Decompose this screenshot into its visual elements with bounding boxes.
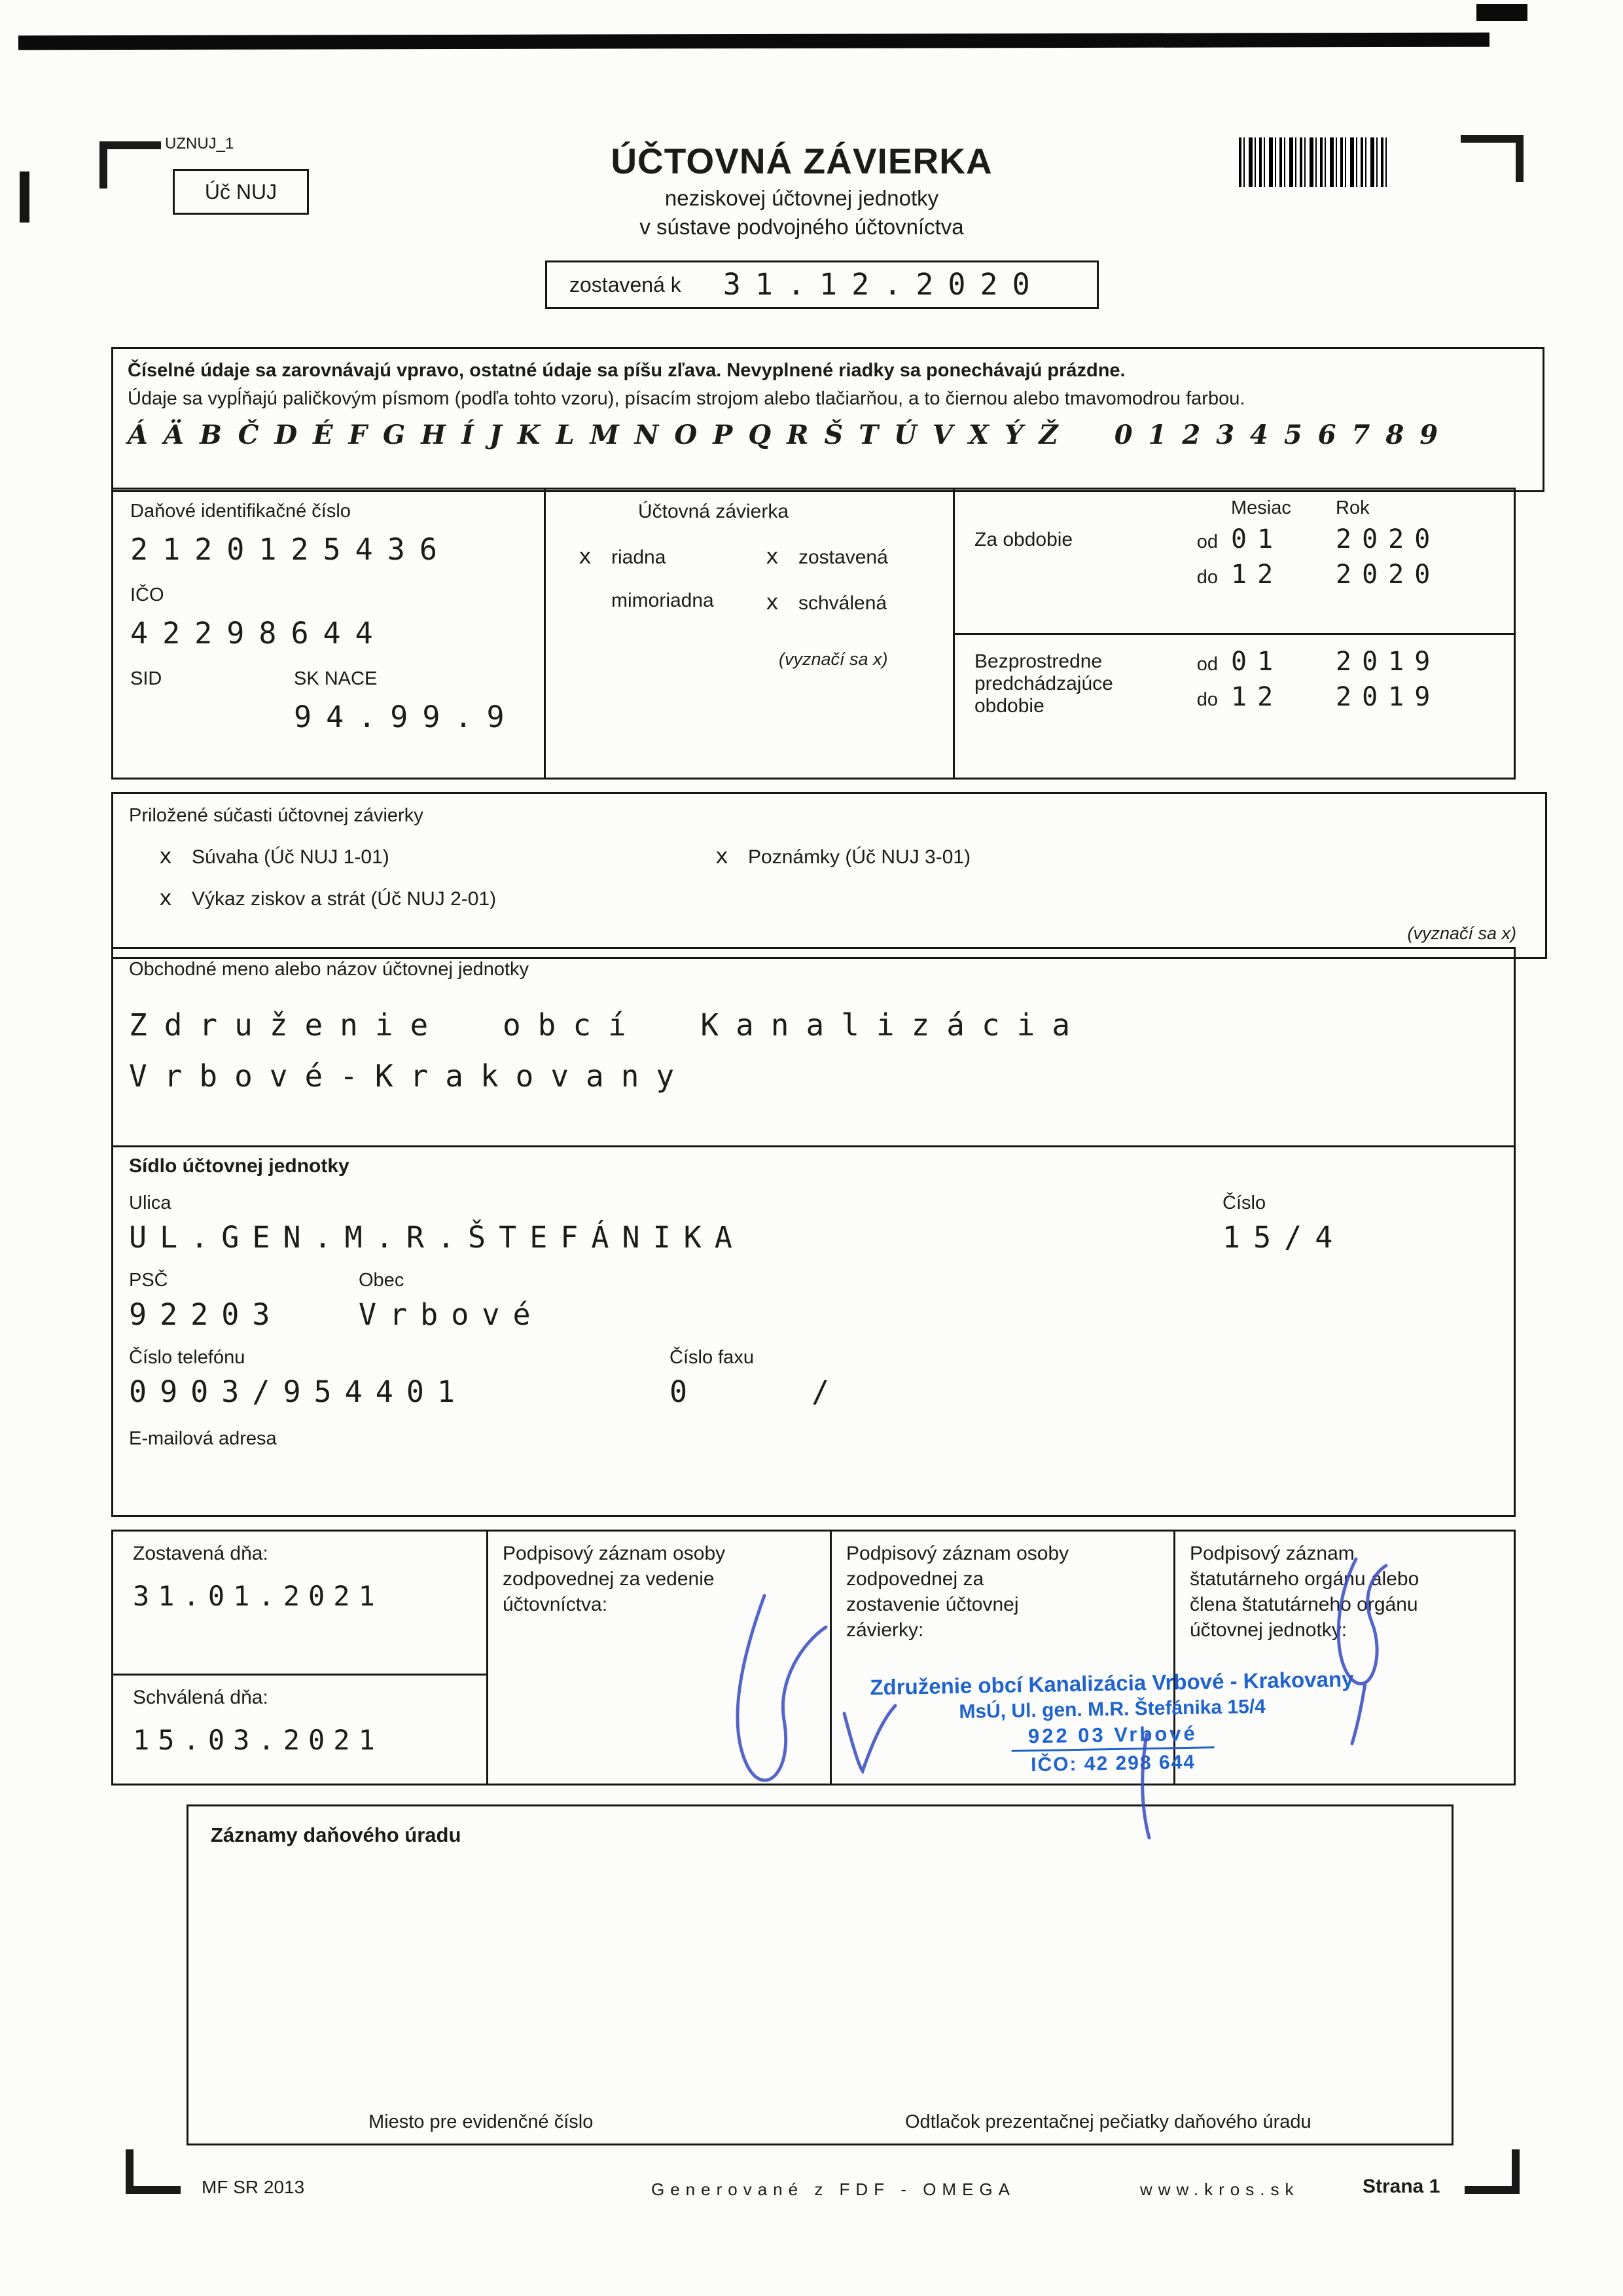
- sample-digits: 0123456789: [1114, 419, 1454, 450]
- option-zostavena: [766, 543, 953, 569]
- statutory-signature-label: Podpisový záznam štatutárneho orgánu alebo člena štatutárneho orgánu účtovnej jednotky:: [1190, 1543, 1419, 1641]
- approved-on-label: Schválená dňa:: [133, 1687, 268, 1708]
- sk-nace-label: SK NACE: [294, 668, 378, 689]
- company-stamp: [850, 1666, 1376, 1780]
- zostavena-label: zostavená: [798, 547, 888, 568]
- street-number-block: [1222, 1192, 1346, 1255]
- previous-from-month: 01: [1231, 646, 1284, 677]
- current-to-month: 12: [1231, 560, 1284, 590]
- entity-name-block: [113, 949, 1514, 1147]
- stamp-line-4: IČO: 42 298 644: [1030, 1751, 1196, 1776]
- current-period-from: [1185, 524, 1499, 554]
- stamp-line-1: Združenie obcí Kanalizácia Vrbové - Krakovany: [870, 1666, 1354, 1700]
- previous-period-from: [1185, 647, 1499, 677]
- phone-label: Číslo telefónu: [129, 1346, 245, 1368]
- riadna-checkbox-mark: x: [579, 543, 592, 569]
- option-mimoriadna: [579, 589, 766, 615]
- option-schvalena: [766, 589, 953, 615]
- instructions-line-2: Údaje sa vypĺňajú paličkovým písmom (podľa tohto vzoru), písacím strojom alebo tlačiarňou, a to čiernou alebo tmavomodrou farbou.: [128, 387, 1245, 409]
- option-riadna: [579, 543, 766, 569]
- month-label: Mesiac: [1231, 497, 1291, 518]
- attachments-section: [111, 792, 1547, 959]
- attachment-item-poznamky: [715, 843, 971, 869]
- street-label: Ulica: [129, 1193, 171, 1213]
- vykaz-label: Výkaz ziskov a strát (Úč NUJ 2-01): [192, 888, 497, 910]
- sample-letters: ÁÄBČDÉFGHÍJKLMNOPQRŠTÚVXÝŽ: [128, 419, 1074, 450]
- poznamky-label: Poznámky (Úč NUJ 3-01): [748, 846, 971, 868]
- scan-artifact-left-edge: [20, 171, 29, 223]
- approved-on-cell: [113, 1676, 486, 1767]
- compiled-date-value: 31.12.2020: [722, 267, 1044, 302]
- evidence-number-label: Miesto pre evidenčné číslo: [368, 2111, 594, 2132]
- footer-generator: Generované z FDF - OMEGA: [651, 2179, 1016, 2199]
- footer-page-number: Strana 1: [1363, 2176, 1440, 2197]
- dates-column: [113, 1532, 486, 1784]
- ico-value: 42298644: [130, 615, 387, 651]
- compiled-date-box: [545, 260, 1099, 309]
- zip-value: 92203: [129, 1297, 283, 1332]
- from-label: od: [1196, 653, 1218, 675]
- form-title-block: [527, 140, 1077, 240]
- city-label: Obec: [359, 1269, 404, 1291]
- compiled-on-value: 31.01.2021: [133, 1580, 383, 1612]
- suvaha-checkbox-mark: x: [159, 842, 172, 869]
- closing-type-header: Účtovná závierka: [637, 501, 789, 522]
- schvalena-checkbox-mark: x: [766, 589, 779, 615]
- tax-stamp-label: Odtlačok prezentačnej pečiatky daňového úradu: [905, 2111, 1311, 2132]
- corner-mark-bottom-left: [126, 2149, 181, 2194]
- mark-with-x-note: (vyznačí sa x): [1407, 924, 1516, 943]
- phone-fax-row: [129, 1346, 1498, 1409]
- current-to-year: 2020: [1336, 560, 1441, 590]
- tax-office-section: [187, 1804, 1454, 2145]
- sid-label: SID: [130, 668, 162, 689]
- previous-to-month: 12: [1231, 681, 1284, 712]
- previous-period-row: [955, 635, 1514, 778]
- street-row: [129, 1192, 1498, 1255]
- to-label: do: [1196, 567, 1218, 588]
- street-number-value: 15/4: [1222, 1219, 1346, 1255]
- bookkeeping-signature-cell: [486, 1532, 830, 1784]
- email-row: [129, 1427, 1498, 1450]
- city-value: Vrbové: [359, 1297, 544, 1332]
- to-label: do: [1196, 689, 1218, 710]
- fax-value: 0: [669, 1374, 701, 1409]
- compiled-on-label: Zostavená dňa:: [133, 1543, 268, 1564]
- fax-label: Číslo faxu: [669, 1346, 754, 1368]
- current-period-row: [955, 490, 1514, 635]
- schvalena-label: schválená: [798, 592, 887, 614]
- email-label: E-mailová adresa: [129, 1427, 277, 1449]
- ico-label: IČO: [130, 584, 164, 605]
- period-column: [953, 490, 1514, 778]
- zip-city-row: [129, 1269, 1498, 1332]
- phone-value: 0903/954401: [129, 1374, 469, 1409]
- scan-artifact-top-bar: [18, 33, 1489, 50]
- suvaha-label: Súvaha (Úč NUJ 1-01): [192, 846, 389, 868]
- mark-with-x-note: (vyznačí sa x): [779, 649, 888, 669]
- month-year-header: [1231, 497, 1499, 519]
- form-subtitle-2: v sústave podvojného účtovníctva: [639, 215, 964, 239]
- footer-website: www.kros.sk: [1140, 2179, 1300, 2199]
- sample-characters-row: [128, 420, 1528, 450]
- preparation-signature-label: Podpisový záznam osoby zodpovednej za zostavenie účtovnej závierky:: [846, 1543, 1069, 1641]
- zip-label: PSČ: [129, 1269, 168, 1291]
- identification-section: [111, 488, 1516, 780]
- form-type-label: Úč NUJ: [204, 179, 277, 204]
- compiled-date-label: zostavená k: [569, 272, 681, 296]
- from-label: od: [1196, 531, 1218, 552]
- dic-label: Daňové identifikačné číslo: [130, 501, 351, 522]
- instructions-box: [111, 347, 1544, 492]
- previous-period-label: Bezprostredne predchádzajúce obdobie: [974, 650, 1113, 717]
- attachment-item-suvaha: [159, 843, 685, 869]
- current-period-to: [1185, 560, 1499, 590]
- street-number-label: Číslo: [1222, 1193, 1266, 1213]
- current-from-month: 01: [1231, 524, 1284, 554]
- entity-name-label: Obchodné meno alebo názov účtovnej jednotky: [129, 959, 529, 980]
- previous-to-year: 2019: [1336, 681, 1441, 712]
- corner-mark-top-right: [1461, 135, 1524, 182]
- zostavena-checkbox-mark: x: [766, 543, 779, 569]
- stamp-line-3: 922 03 Vrbové: [1011, 1721, 1215, 1751]
- poznamky-checkbox-mark: x: [715, 842, 728, 869]
- year-label: Rok: [1336, 497, 1370, 518]
- current-from-year: 2020: [1336, 524, 1441, 554]
- previous-from-year: 2019: [1336, 646, 1441, 677]
- stamp-line-2: MsÚ, Ul. gen. M.R. Štefánika 15/4: [959, 1695, 1266, 1723]
- entity-name-line-1: Združenie obcí Kanalizácia: [129, 1007, 1088, 1043]
- entity-name-line-2: Vrbové-Krakovany: [129, 1058, 692, 1094]
- street-value: UL.GEN.M.R.ŠTEFÁNIKA: [129, 1219, 745, 1255]
- instructions-line-1: Číselné údaje sa zarovnávajú vpravo, ostatné údaje sa píšu zľava. Nevyplnené riadky sa ponechávajú prázdne.: [128, 360, 1126, 381]
- address-header: Sídlo účtovnej jednotky: [129, 1155, 349, 1177]
- form-code-label: UZNUJ_1: [165, 135, 234, 152]
- dic-value: 2120125436: [130, 531, 452, 567]
- form-type-box: [173, 169, 309, 215]
- previous-period-to: [1185, 682, 1499, 712]
- corner-mark-top-left: [99, 141, 161, 188]
- compiled-on-cell: [113, 1532, 486, 1676]
- address-block: [113, 1147, 1514, 1458]
- form-subtitle-1: neziskovej účtovnej jednotky: [664, 186, 939, 210]
- approved-on-value: 15.03.2021: [133, 1724, 383, 1756]
- vykaz-checkbox-mark: x: [159, 884, 172, 910]
- ids-column: [113, 490, 544, 778]
- riadna-label: riadna: [611, 547, 666, 568]
- tax-office-header: Záznamy daňového úradu: [211, 1823, 461, 1846]
- closing-type-column: [544, 490, 953, 778]
- current-period-label: Za obdobie: [974, 529, 1073, 550]
- attachments-header: Priložené súčasti účtovnej závierky: [129, 805, 423, 826]
- bookkeeping-signature-label: Podpisový záznam osoby zodpovednej za vedenie účtovníctva:: [503, 1543, 726, 1615]
- fax-slash: /: [812, 1374, 843, 1409]
- mimoriadna-label: mimoriadna: [611, 590, 714, 611]
- entity-section: [111, 947, 1516, 1517]
- attachment-item-vykaz: [159, 885, 496, 911]
- scan-artifact-top-right: [1476, 4, 1527, 21]
- form-title: ÚČTOVNÁ ZÁVIERKA: [611, 141, 993, 181]
- barcode: [1239, 137, 1391, 187]
- corner-mark-bottom-right: [1465, 2149, 1520, 2194]
- sk-nace-value: 94.99.9: [294, 699, 519, 734]
- footer-form-code: MF SR 2013: [202, 2177, 305, 2197]
